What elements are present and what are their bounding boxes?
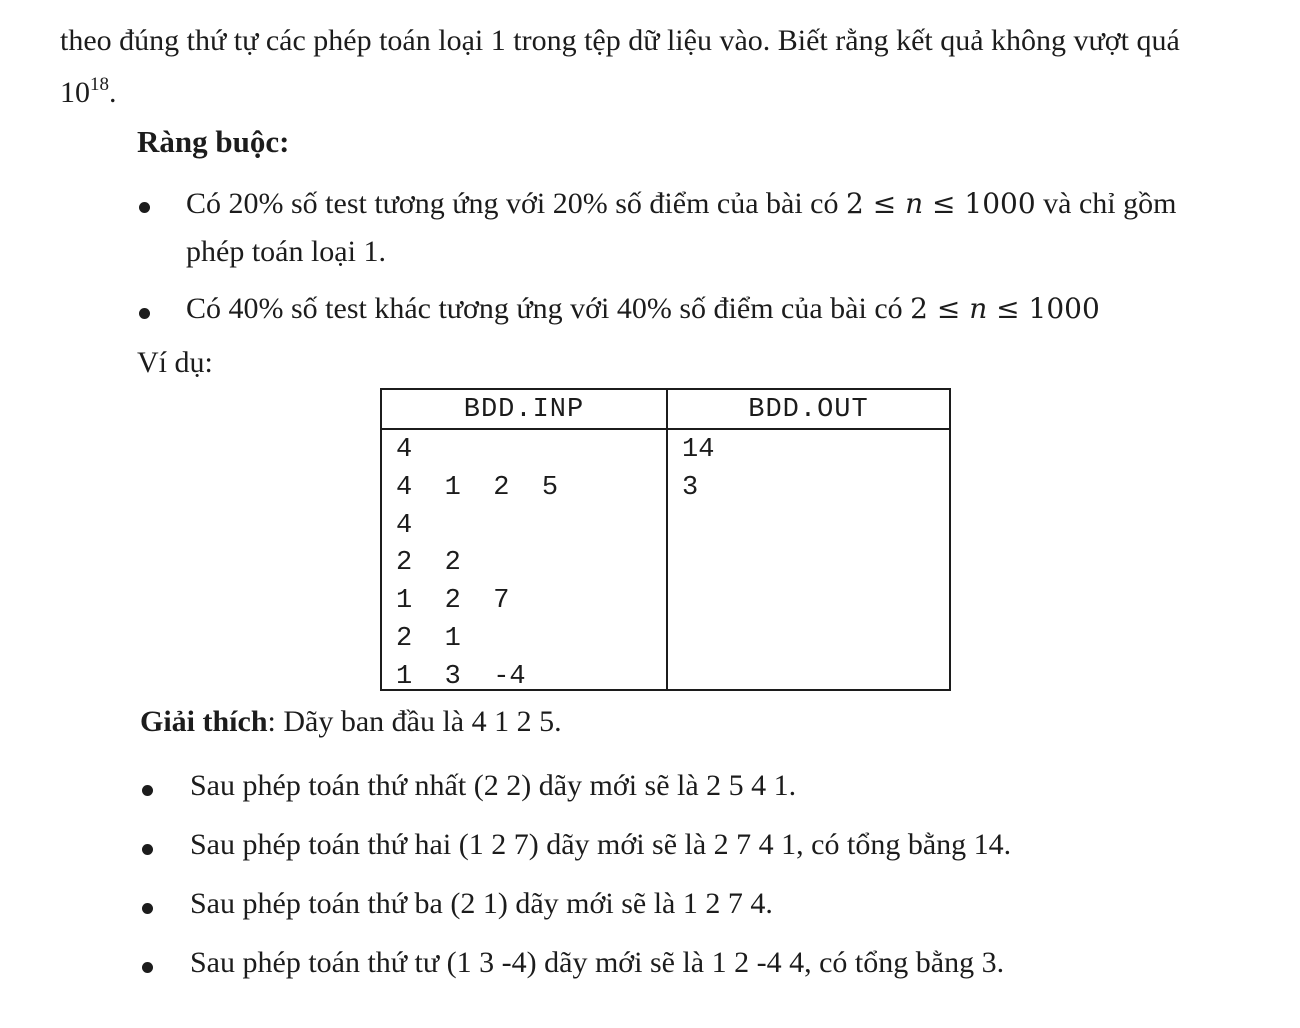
limit-period: . xyxy=(109,76,117,109)
constraint-text: Có 40% số test khác tương ứng với 40% số điểm của bài có xyxy=(186,292,903,325)
explanation-item: Sau phép toán thứ nhất (2 2) dãy mới sẽ là 2 5 4 1. xyxy=(190,769,797,802)
input-file-content xyxy=(396,432,558,697)
file-line: 1 2 7 xyxy=(396,586,510,617)
file-line: 3 xyxy=(682,472,699,503)
file-line: 2 1 xyxy=(396,623,461,654)
explanation-label: Giải thích xyxy=(140,705,268,738)
bullet-icon xyxy=(142,844,153,855)
explanation-intro xyxy=(140,705,562,739)
file-line: 2 2 xyxy=(396,548,461,579)
bullet-icon xyxy=(139,202,150,213)
constraint-math: 2 ≤ n ≤ 1000 xyxy=(910,292,1100,325)
table-header-rule xyxy=(382,428,949,430)
constraint-item-1 xyxy=(186,181,1176,227)
output-file-header: BDD.OUT xyxy=(748,395,869,425)
constraint-item-1-line2: phép toán loại 1. xyxy=(186,235,386,268)
file-line: 14 xyxy=(682,435,715,465)
bullet-icon xyxy=(139,308,150,319)
constraint-item-2 xyxy=(186,286,1100,332)
example-table xyxy=(380,388,951,691)
example-label: Ví dụ: xyxy=(137,346,213,379)
explanation-item: Sau phép toán thứ hai (1 2 7) dãy mới sẽ là 2 7 4 1, có tổng bằng 14. xyxy=(190,828,1012,861)
constraint-text-after: và chỉ gồm xyxy=(1035,187,1177,220)
constraint-math: 2 ≤ n ≤ 1000 xyxy=(846,187,1036,220)
explanation-text: : Dãy ban đầu là 4 1 2 5. xyxy=(267,705,562,738)
file-line: 1 3 -4 xyxy=(396,661,526,692)
bullet-icon xyxy=(142,903,153,914)
output-file-content xyxy=(682,432,714,508)
intro-line: theo đúng thứ tự các phép toán loại 1 trong tệp dữ liệu vào. Biết rằng kết quả không vượt quá xyxy=(60,24,1180,57)
constraints-heading: Ràng buộc: xyxy=(137,124,290,159)
bullet-icon xyxy=(142,785,153,796)
file-line: 4 xyxy=(396,435,413,465)
constraint-text: Có 20% số test tương ứng với 20% số điểm của bài có xyxy=(186,187,839,220)
limit-base: 10 xyxy=(60,76,90,109)
input-file-header: BDD.INP xyxy=(463,395,585,425)
explanation-item: Sau phép toán thứ tư (1 3 -4) dãy mới sẽ là 1 2 -4 4, có tổng bằng 3. xyxy=(190,946,1005,979)
limit-exponent: 18 xyxy=(90,74,109,95)
table-divider xyxy=(666,390,668,689)
result-limit xyxy=(60,70,117,120)
file-line: 4 1 2 5 xyxy=(396,472,559,503)
bullet-icon xyxy=(142,962,153,973)
explanation-item: Sau phép toán thứ ba (2 1) dãy mới sẽ là 1 2 7 4. xyxy=(190,887,773,920)
file-line: 4 xyxy=(396,510,413,541)
